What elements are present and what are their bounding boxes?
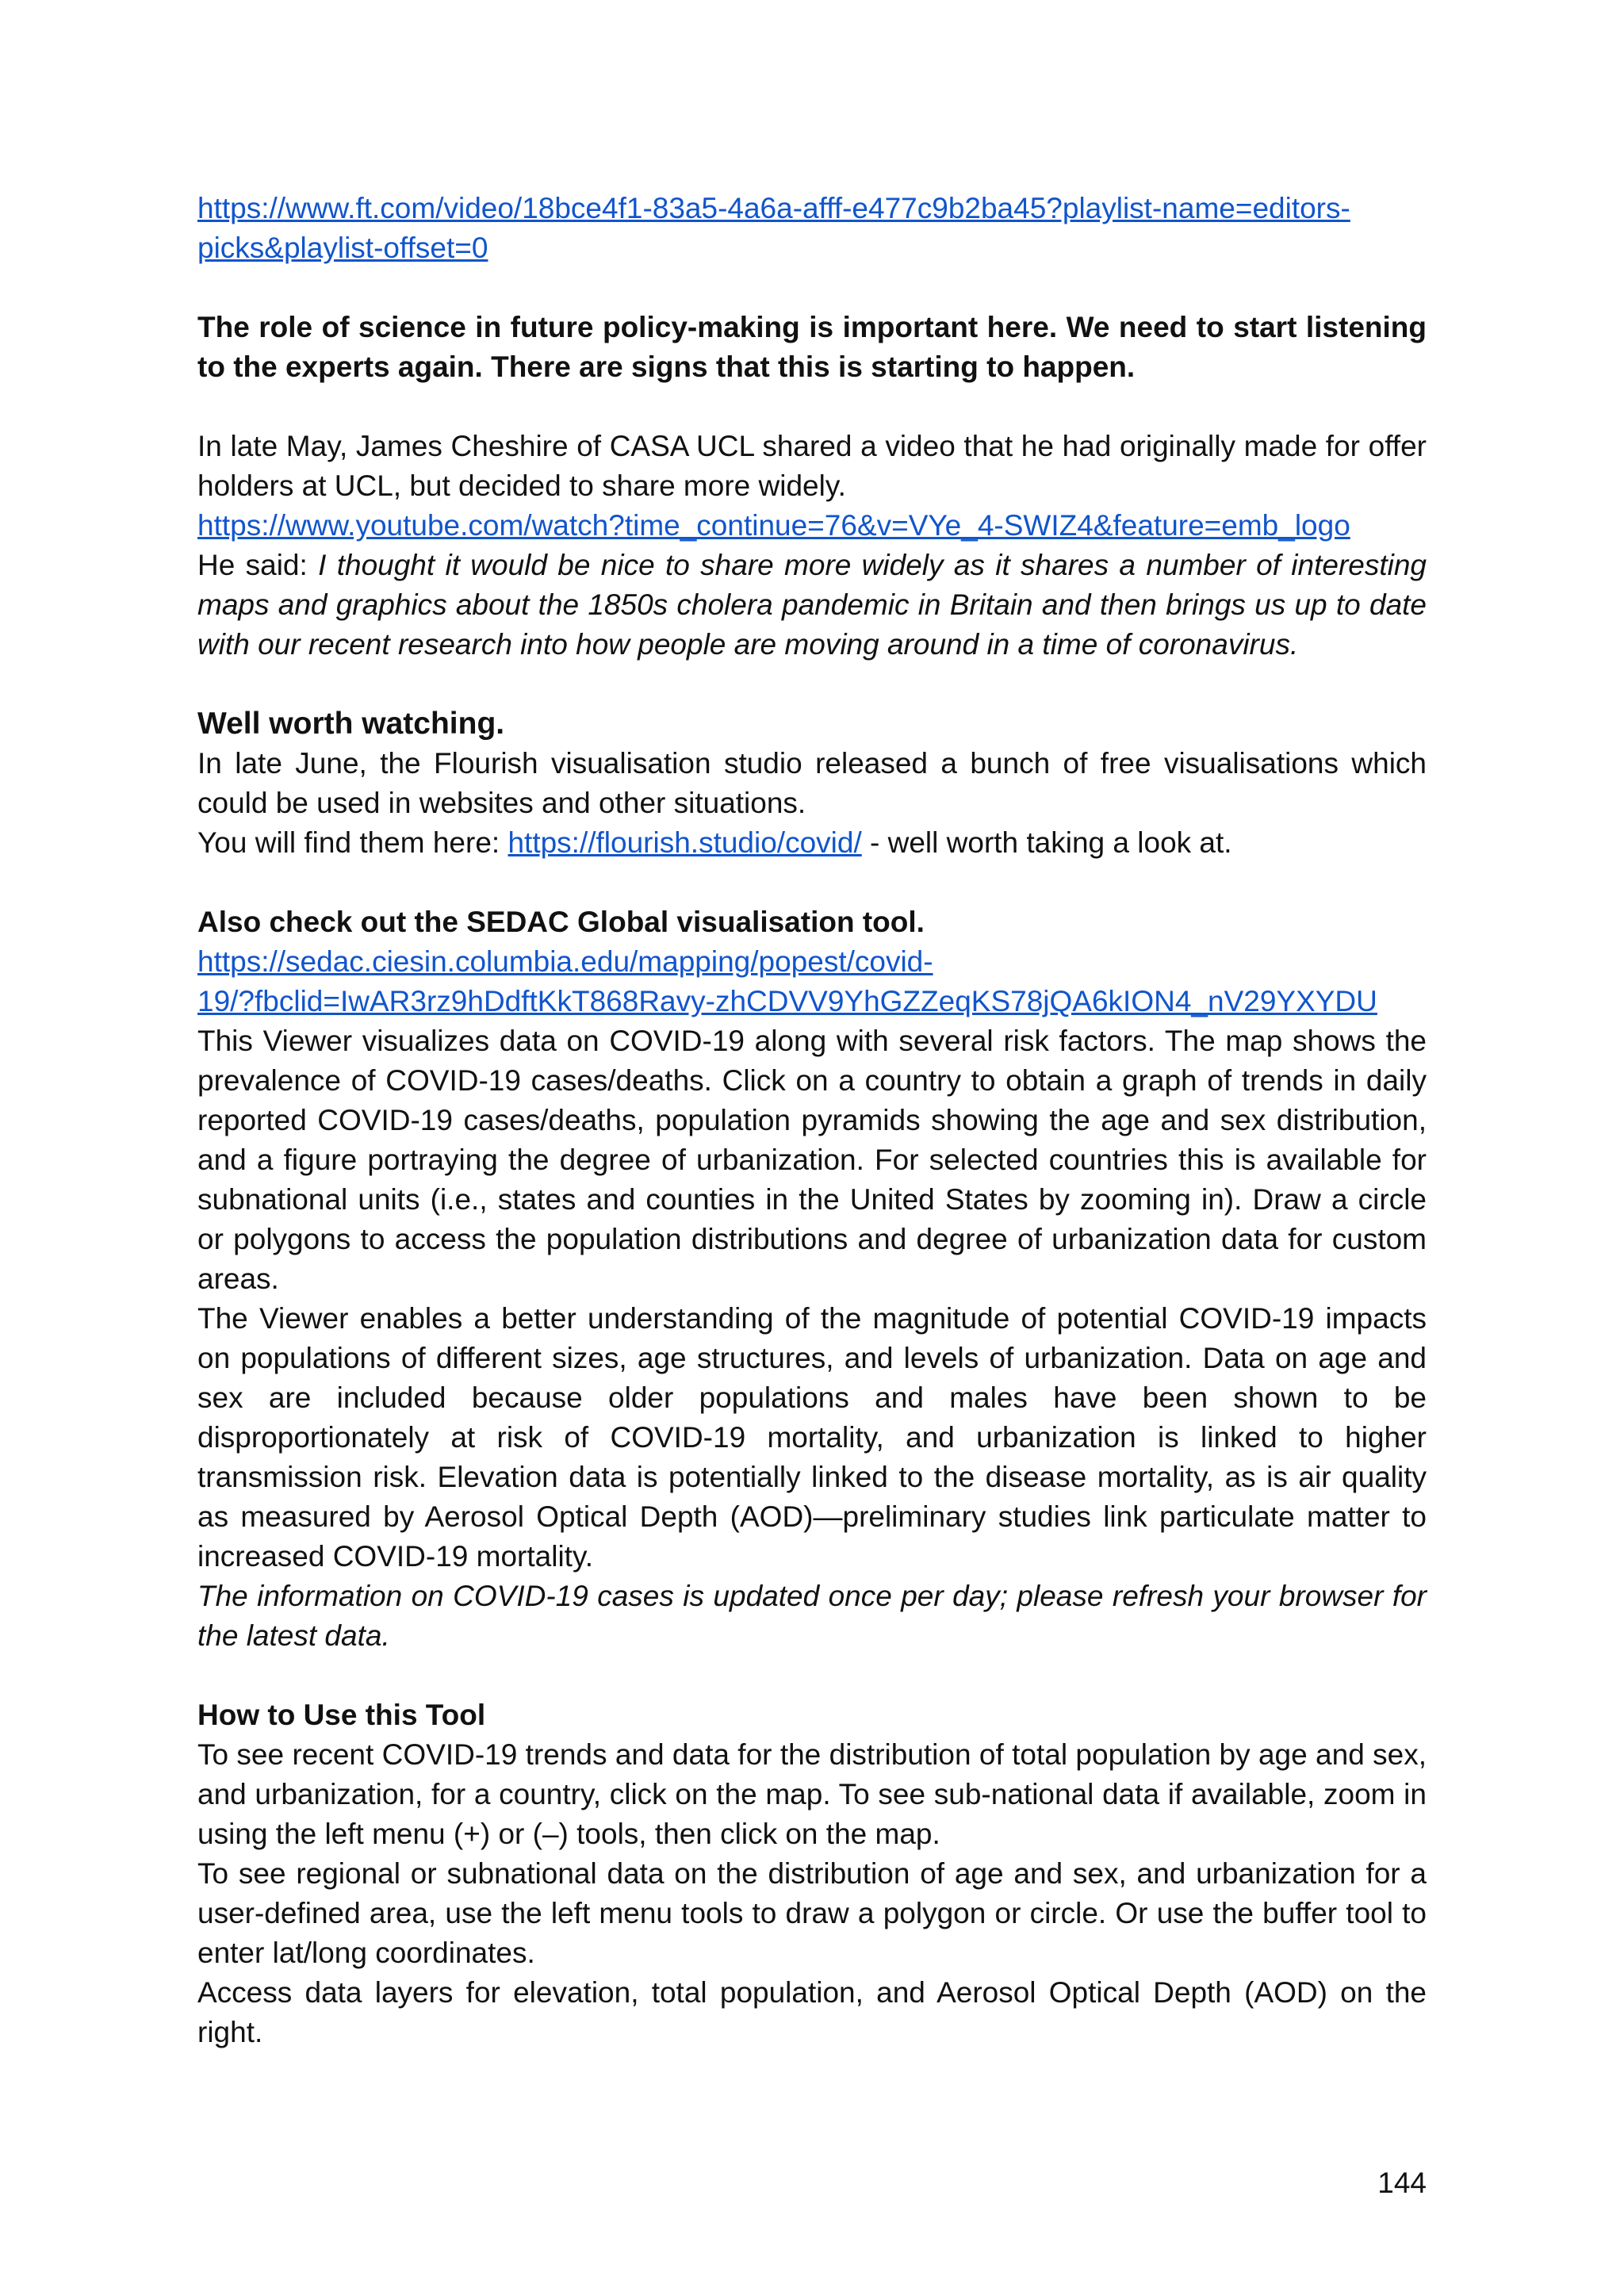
flourish-find-line [197, 823, 1427, 863]
howto-paragraph-3: Access data layers for elevation, total population, and Aerosol Optical Depth (AOD) on the right. [197, 1976, 1427, 2048]
flourish-link[interactable]: https://flourish.studio/covid/ [508, 826, 862, 859]
science-statement: The role of science in future policy-making is important here. We need to start listening to the experts again. There are signs that this is starting to happen. [197, 311, 1427, 383]
howto-paragraph-1: To see recent COVID-19 trends and data for the distribution of total population by age and sex, and urbanization, for a country, click on the map. To see sub-national data if available, zoom in using the left menu (+) or (–) tools, then click on the map. [197, 1738, 1427, 1850]
howto-heading: How to Use this Tool [197, 1699, 486, 1731]
page-number: 144 [1377, 2167, 1427, 2199]
cheshire-intro: In late May, James Cheshire of CASA UCL shared a video that he had originally made for offer holders at UCL, but decided to share more widely. [197, 430, 1427, 502]
he-said-prefix: He said: [197, 549, 319, 581]
he-said-paragraph [197, 546, 1427, 665]
flourish-paragraph: In late June, the Flourish visualisation studio released a bunch of free visualisations which could be used in websites and other situations. [197, 747, 1427, 819]
viewer-paragraph-2: The Viewer enables a better understanding of the magnitude of potential COVID-19 impacts on populations of different sizes, age structures, and levels of urbanization. Data on age and sex are included because older populations and males have been shown to be disproportionately at risk of COVID-19 mortality, and urbanization is linked to higher transmission risk. Elevation data is potentially linked to the disease mortality, as is air quality as measured by Aerosol Optical Depth (AOD)—preliminary studies link particulate matter to increased COVID-19 mortality. [197, 1302, 1427, 1573]
viewer-paragraph-1: This Viewer visualizes data on COVID-19 along with several risk factors. The map shows the prevalence of COVID-19 cases/deaths. Click on a country to obtain a graph of trends in daily reported COVID-19 cases/deaths, population pyramids showing the age and sex distribution, and a figure portraying the degree of urbanization. For selected countries this is available for subnational units (i.e., states and counties in the United States by zooming in). Draw a circle or polygons to access the population distributions and degree of urbanization data for custom areas. [197, 1025, 1427, 1295]
find-suffix: - well worth taking a look at. [861, 826, 1232, 859]
howto-paragraph-2: To see regional or subnational data on the distribution of age and sex, and urbanization for a user-defined area, use the left menu tools to draw a polygon or circle. Or use the buffer tool to enter lat/long coordinates. [197, 1857, 1427, 1969]
ft-link-line1[interactable]: https://www.ft.com/video/18bce4f1-83a5-4a6a-afff-e477c9b2ba45?playlist-name=editors- [197, 192, 1350, 224]
sedac-heading: Also check out the SEDAC Global visualisation tool. [197, 906, 925, 938]
find-prefix: You will find them here: [197, 826, 508, 859]
ft-video-link[interactable] [197, 189, 1427, 268]
well-worth-heading: Well worth watching. [197, 707, 505, 741]
viewer-update-note: The information on COVID-19 cases is updated once per day; please refresh your browser for the latest data. [197, 1580, 1427, 1652]
document-body [197, 189, 1427, 2052]
youtube-link[interactable]: https://www.youtube.com/watch?time_continue=76&v=VYe_4-SWIZ4&feature=emb_logo [197, 509, 1350, 542]
cheshire-quote: I thought it would be nice to share more widely as it shares a number of interesting maps and graphics about the 1850s cholera pandemic in Britain and then brings us up to date with our recent research into how people are moving around in a time of coronavirus. [197, 549, 1427, 661]
sedac-link-line1[interactable]: https://sedac.ciesin.columbia.edu/mapping/popest/covid- [197, 945, 933, 978]
sedac-link-line2[interactable]: 19/?fbclid=IwAR3rz9hDdftKkT868Ravy-zhCDVV9YhGZZeqKS78jQA6kION4_nV29YXYDU [197, 985, 1377, 1017]
ft-link-line2[interactable]: picks&playlist-offset=0 [197, 232, 488, 264]
sedac-link[interactable] [197, 942, 1427, 1021]
